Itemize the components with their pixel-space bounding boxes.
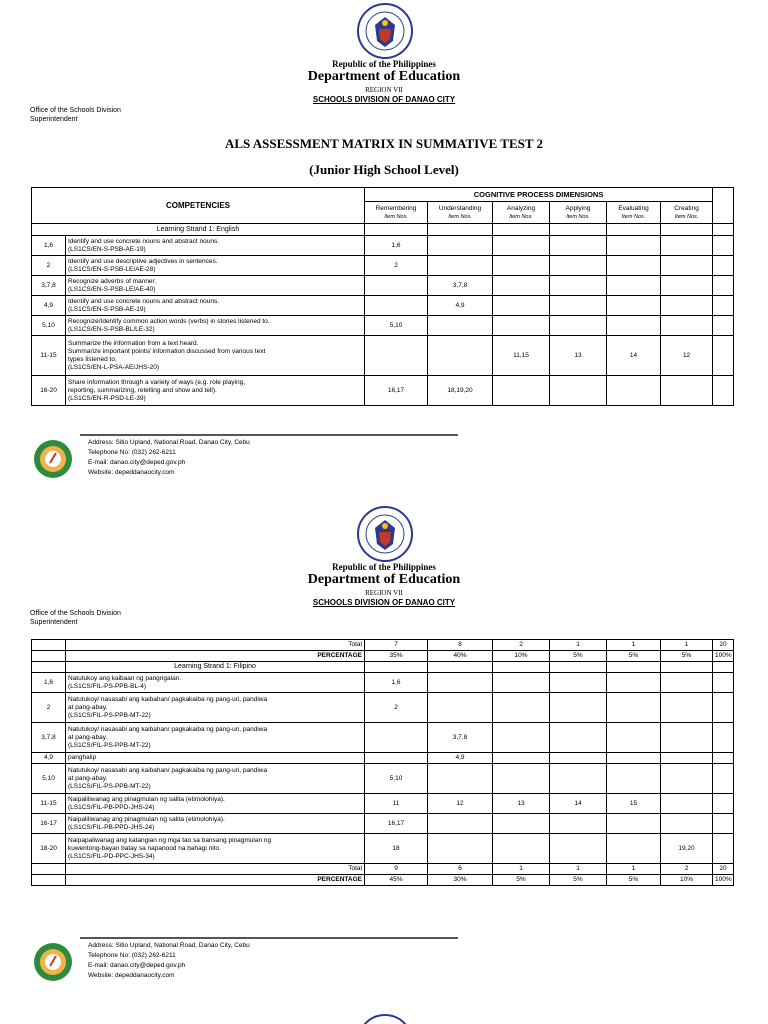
item-range: 5,10 [32,316,66,336]
address-line: Address: Sitio Upland, National Road, Danao City, Cebu [88,942,250,949]
item-cell: 11 [365,794,428,814]
summary-value: 5% [607,875,661,886]
deped-seal-icon [357,506,413,562]
summary-row [32,875,734,886]
summary-value: 5% [493,875,550,886]
summary-value: 10% [661,875,713,886]
item-cell [713,723,734,753]
item-cell: 12 [428,794,493,814]
item-cell [607,693,661,723]
competency-text: Naipaliliwanag ang pinagmulan ng salita (etimolohiya). (LS1CS/FIL-PB-PPD-JHS-24) [66,794,365,814]
region-label: REGION VII [365,86,403,94]
item-range: 1,6 [32,673,66,693]
item-cell: 3,7,8 [428,276,493,296]
competency-text: Summarize the information from a text heard. Summarize important points/ information discussed from various text types listened to. (LS1CS/EN-L-PSA-AE/JHS-20) [66,336,365,376]
item-cell [550,764,607,794]
item-range: 4,9 [32,296,66,316]
item-range: 18-20 [32,834,66,864]
col-remembering: Remembering Item Nos. [365,202,428,224]
item-cell: 1,6 [365,673,428,693]
strand-label: Learning Strand 1: English [32,224,365,236]
item-cell [713,693,734,723]
item-cell: 16,17 [365,376,428,406]
item-cell [713,834,734,864]
summary-value: 1 [493,864,550,875]
department-label: Department of Education [307,572,461,587]
summary-value: 1 [550,640,607,651]
item-range: 11-15 [32,794,66,814]
item-cell [661,764,713,794]
item-cell [428,814,493,834]
item-range: 3,7,8 [32,723,66,753]
summary-value: 1 [550,864,607,875]
summary-row [32,651,734,662]
email-line: E-mail: danao.city@deped.gov.ph [88,459,186,466]
table2-body [32,640,734,886]
col-applying: Applying Item Nos. [550,202,607,224]
item-range: 3,7,8 [32,276,66,296]
item-cell [550,723,607,753]
competency-text: Natutukoy/ nasasabi ang kaibahan/ pagkakaiba ng pang-uri, pandiwa at pang-abay. (LS1CS/FIL-PS-PPB-MT-22) [66,723,365,753]
competency-text: Share information through a variety of ways (e.g. role playing, reporting, summarizing, retelling and show and tell). (LS1CS/EN-R-PSD-LE-39) [66,376,365,406]
item-cell: 5,10 [365,764,428,794]
item-range: 4,9 [32,753,66,764]
competency-text: Identify and use concrete nouns and abstract nouns. (LS1CS/EN-S-PSB-AE-19) [66,236,365,256]
summary-value: 9 [365,864,428,875]
dimensions-header: COGNITIVE PROCESS DIMENSIONS [365,188,713,202]
col-evaluating: Evaluating Item Nos. [607,202,661,224]
telephone-line: Telephone No: (032) 262-6211 [88,449,176,456]
item-cell [661,814,713,834]
item-cell [365,753,428,764]
item-cell: 15 [607,794,661,814]
item-cell [550,693,607,723]
summary-value: 40% [428,651,493,662]
item-cell: 1,6 [365,236,428,256]
item-cell [550,814,607,834]
competency-text: Identify and use descriptive adjectives in sentences. (LS1CS/EN-S-PSB-LE/AE-28) [66,256,365,276]
item-cell: 11,15 [493,336,550,376]
summary-value: 1 [607,864,661,875]
item-cell [713,764,734,794]
item-cell [713,814,734,834]
item-cell [428,693,493,723]
department-label: Department of Education [307,69,461,84]
item-cell [607,723,661,753]
table-row [32,814,734,834]
email-line: E-mail: danao.city@deped.gov.ph [88,962,186,969]
item-cell: 13 [493,794,550,814]
item-cell [550,673,607,693]
table-row [32,693,734,723]
summary-value: 5% [550,875,607,886]
summary-value: 100% [713,651,734,662]
competency-text: Natutukoy/ nasasabi ang kaibahan/ pagkakaiba ng pang-uri, pandiwa at pang-abay. (LS1CS/FIL-PS-PPB-MT-22) [66,693,365,723]
item-cell [365,723,428,753]
item-range: 2 [32,693,66,723]
deped-seal-partial-icon [357,1014,413,1024]
item-cell [661,794,713,814]
item-cell: 4,9 [428,296,493,316]
item-cell [661,723,713,753]
item-cell [550,834,607,864]
office-line-2: Superintendent [30,619,78,626]
summary-row [32,640,734,651]
item-cell: 13 [550,336,607,376]
item-cell: 16,17 [365,814,428,834]
summary-value: 8 [428,640,493,651]
footer-address [88,941,250,981]
item-cell [550,753,607,764]
office-line-2: Superintendent [30,116,78,123]
telephone-line: Telephone No: (032) 262-6211 [88,952,176,959]
item-cell [493,814,550,834]
matrix-table-filipino [31,639,734,886]
item-cell: 12 [661,336,713,376]
col-understanding: Understanding Item Nos. [428,202,493,224]
item-cell: 18 [365,834,428,864]
footer-divider [80,937,458,939]
item-cell [661,693,713,723]
item-cell: 2 [365,693,428,723]
item-cell [607,753,661,764]
republic-label: Republic of the Philippines [332,59,436,69]
item-cell [661,753,713,764]
office-label [30,609,121,627]
summary-label: PERCENTAGE [66,651,365,662]
division-logo-icon [33,942,73,982]
competency-text: Natutukoy ang kaibaan ng pangngalan. (LS1CS/FIL-PS-PPB-BL-4) [66,673,365,693]
item-cell: 5,10 [365,316,428,336]
summary-value: 20 [713,640,734,651]
table-row [32,794,734,814]
table-row [32,834,734,864]
address-line: Address: Sitio Upland, National Road, Danao City, Cebu [88,439,250,446]
document-subtitle: (Junior High School Level) [309,162,459,177]
item-cell: 2 [365,256,428,276]
summary-value: 45% [365,875,428,886]
item-cell [713,794,734,814]
summary-label: Total [66,864,365,875]
item-cell: 19,20 [661,834,713,864]
item-cell [493,753,550,764]
website-line: Website: depeddanaocity.com [88,972,175,979]
item-cell: 14 [607,336,661,376]
competency-text: Naipapaliwanag ang katangian ng mga tao sa bansang pinagmulan ng kuwentong-bayan batay sa napanood na bahagi nito. (LS1CS/FIL-PD-PPC-JHS-34) [66,834,365,864]
item-cell [607,673,661,693]
summary-value: 1 [607,640,661,651]
item-cell [428,673,493,693]
office-line-1: Office of the Schools Division [30,107,121,114]
division-label: SCHOOLS DIVISION OF DANAO CITY [312,598,456,607]
summary-value: 2 [661,864,713,875]
summary-value: 10% [493,651,550,662]
competency-text: Recognize adverbs of manner. (LS1CS/EN-S-PSB-LE/AE-40) [66,276,365,296]
item-cell [493,723,550,753]
col-analyzing: Analyzing Item Nos. [493,202,550,224]
item-cell [661,673,713,693]
summary-row [32,864,734,875]
competencies-header: COMPETENCIES [32,188,365,224]
republic-label: Republic of the Philippines [332,562,436,572]
item-cell [607,764,661,794]
table-row [32,753,734,764]
summary-value: 2 [493,640,550,651]
summary-value: 5% [607,651,661,662]
item-range: 2 [32,256,66,276]
summary-value: 35% [365,651,428,662]
item-cell [493,673,550,693]
competency-text: panghalip [66,753,365,764]
item-cell [493,693,550,723]
summary-value: 1 [661,640,713,651]
item-cell [428,834,493,864]
table-row [32,764,734,794]
strand-label: Learning Strand 1: Filipino [66,662,365,673]
summary-value: 6 [428,864,493,875]
competency-text: Naipaliliwanag ang pinagmulan ng salita (etimolohiya). (LS1CS/FIL-PB-PPD-JHS-24) [66,814,365,834]
office-line-1: Office of the Schools Division [30,610,121,617]
item-cell [607,834,661,864]
item-cell [493,834,550,864]
summary-value: 20 [713,864,734,875]
item-range: 16-17 [32,814,66,834]
item-range: 5,10 [32,764,66,794]
item-cell [428,764,493,794]
document-title: ALS ASSESSMENT MATRIX IN SUMMATIVE TEST 2 [224,136,544,151]
competency-text: Natutukoy/ nasasabi ang kaibahan/ pagkakaiba ng pang-uri, pandiwa at pang-abay. (LS1CS/FIL-PS-PPB-MT-22) [66,764,365,794]
summary-value: 7 [365,640,428,651]
table-row [32,673,734,693]
item-cell: 14 [550,794,607,814]
summary-label: PERCENTAGE [66,875,365,886]
item-cell: 4,9 [428,753,493,764]
item-range: 11-15 [32,336,66,376]
competency-text: Identify and use concrete nouns and abstract nouns. (LS1CS/EN-S-PSB-AE-19) [66,296,365,316]
item-range: 16-20 [32,376,66,406]
item-cell [607,814,661,834]
item-range: 1,6 [32,236,66,256]
col-creating: Creating Item Nos. [661,202,713,224]
summary-value: 30% [428,875,493,886]
summary-value: 100% [713,875,734,886]
item-cell [713,673,734,693]
item-cell: 3,7,8 [428,723,493,753]
summary-label: Total [66,640,365,651]
competency-text: Recognize/Identify common action words (verbs) in stories listened to. (LS1CS/EN-S-PSB-BL/LE-32) [66,316,365,336]
table-row [32,723,734,753]
website-line: Website: depeddanaocity.com [88,469,175,476]
region-label: REGION VII [365,589,403,597]
summary-value: 5% [661,651,713,662]
division-label: SCHOOLS DIVISION OF DANAO CITY [312,95,456,104]
item-cell [713,753,734,764]
item-cell: 18,19,20 [428,376,493,406]
summary-value: 5% [550,651,607,662]
item-cell [493,764,550,794]
strand-row [32,662,734,673]
